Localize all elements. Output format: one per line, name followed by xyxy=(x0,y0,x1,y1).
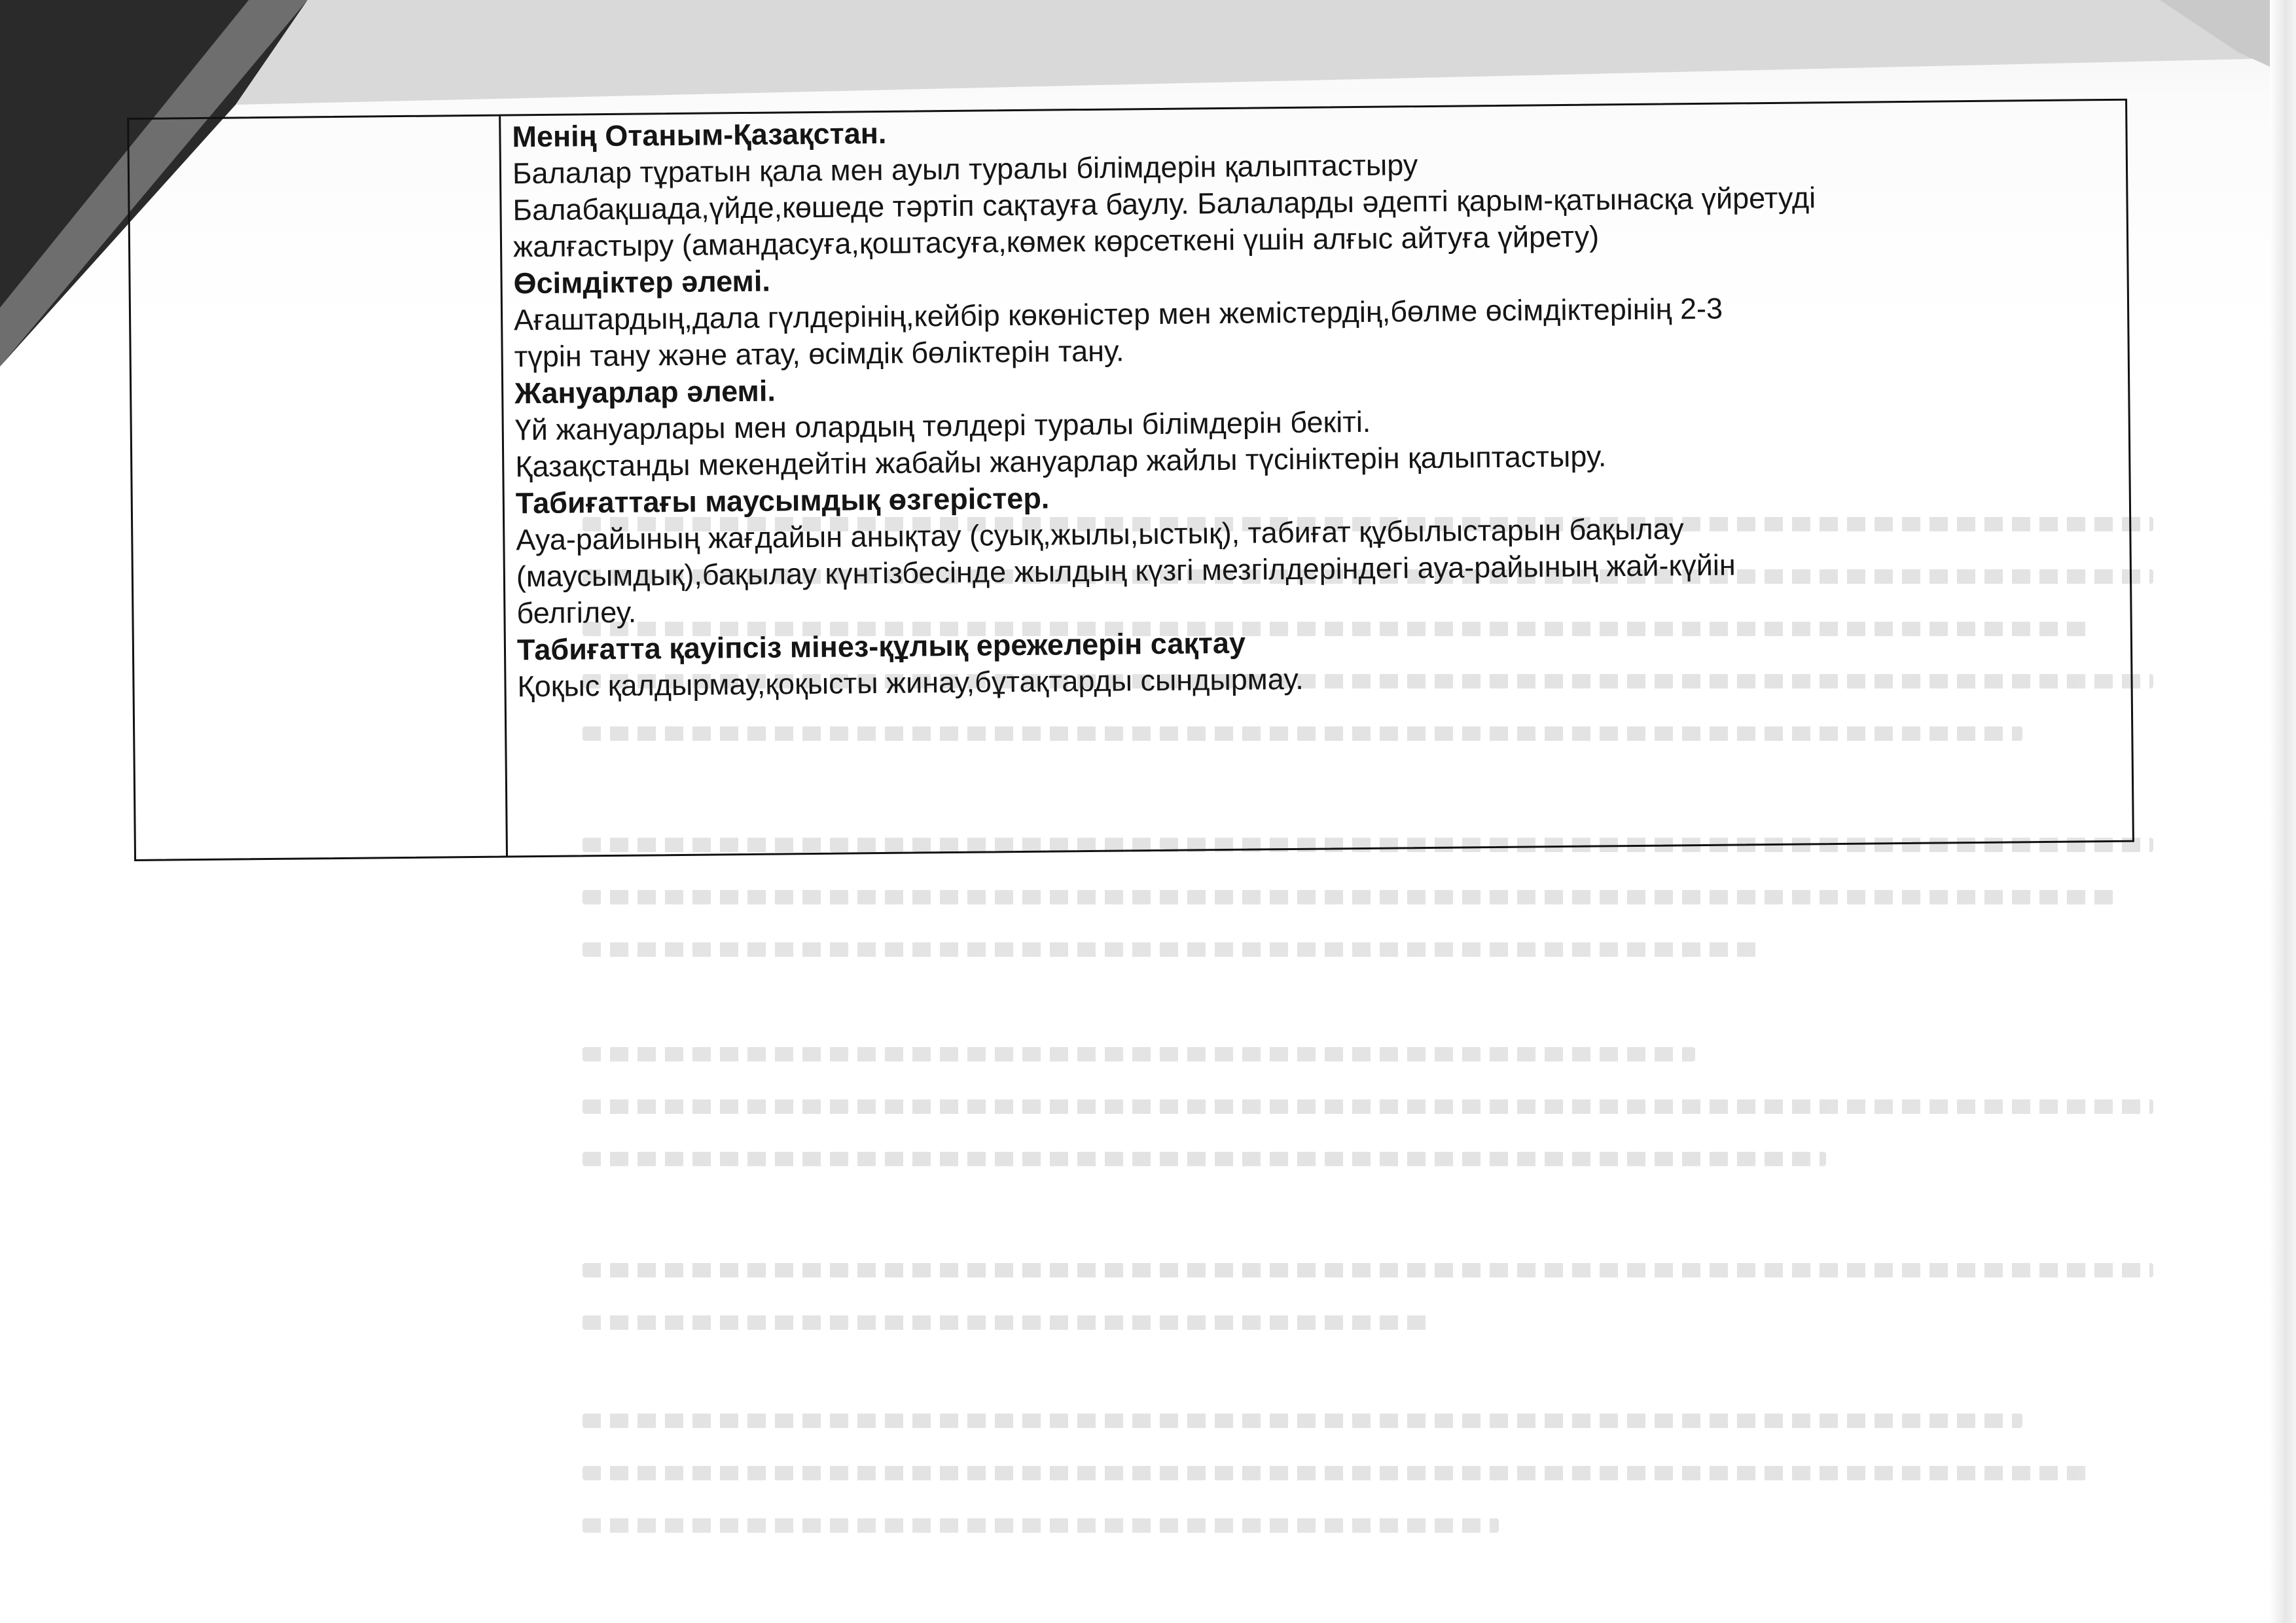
section-animals xyxy=(514,360,2113,485)
section-heading: Өсімдіктер әлемі. xyxy=(513,264,771,300)
section-heading: Менің Отаным-Қазақстан. xyxy=(512,116,887,154)
table-content-cell xyxy=(512,103,2114,705)
scanned-document xyxy=(127,73,2130,857)
section-homeland xyxy=(512,103,2110,265)
section-line: Ауа-райының жағдайын анықтау (суық,жылы,ыстық), табиғат құбылыстарын бақылау xyxy=(516,512,1684,557)
section-line: Қазақстанды мекендейтін жабайы жануарлар жайлы түсініктерін қалыптастыру. xyxy=(515,439,1607,484)
section-line: Қоқыс қалдырмау,қоқысты жинау,бұтақтарды сындырмау. xyxy=(517,662,1304,704)
section-line: Үй жануарлары мен олардың төлдері туралы білімдерін бекіті. xyxy=(514,404,1371,447)
section-line: түрін тану және атау, өсімдік бөліктерін тану. xyxy=(514,334,1124,374)
section-heading: Жануарлар әлемі. xyxy=(514,374,776,410)
section-heading: Табиғаттағы маусымдық өзгерістер. xyxy=(515,481,1050,520)
section-line: Балалар тұратын қала мен ауыл туралы білімдерін қалыптастыру xyxy=(512,148,1418,190)
section-heading: Табиғатта қауіпсіз мінез-құлық ережелерін сақтау xyxy=(516,626,1246,667)
section-line: Ағаштардың,дала гүлдерінің,кейбір көкөністер мен жемістердің,бөлме өсімдіктерінің 2-3 xyxy=(513,291,1723,337)
section-safety xyxy=(517,616,2115,705)
table-left-cell xyxy=(129,116,508,859)
page-right-edge xyxy=(2270,0,2296,1623)
section-line: Балабақшада,үйде,көшеде тәртіп сақтауға баулу. Балаларды әдепті қарым-қатынасқа үйретуді xyxy=(512,181,1816,227)
document-table xyxy=(127,99,2134,861)
section-line: (маусымдық),бақылау күнтізбесінде жылдың күзгі мезгілдеріндегі ауа-райының жай-күйін xyxy=(516,548,1736,594)
section-line: белгілеу. xyxy=(516,595,637,630)
section-seasons xyxy=(516,470,2114,632)
section-plants xyxy=(513,250,2111,375)
section-line: жалғастыру (амандасуға,қоштасуға,көмек көрсеткені үшін алғыс айтуға үйрету) xyxy=(512,219,1600,264)
